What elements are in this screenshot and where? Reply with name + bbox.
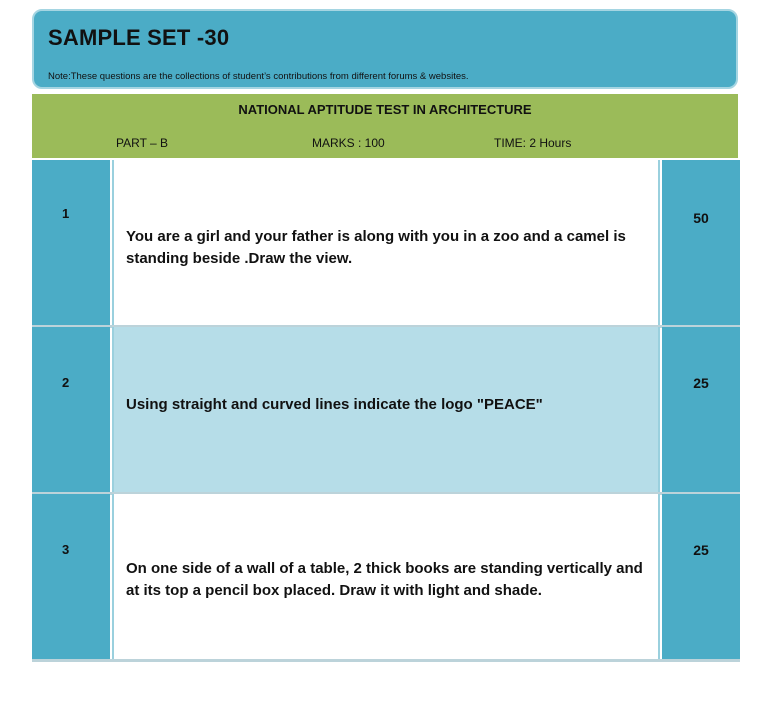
question-row: [32, 327, 740, 493]
exam-part: PART – B: [116, 136, 169, 150]
question-row: [32, 494, 740, 660]
question-marks: 25: [693, 375, 709, 391]
sample-set-banner: [32, 9, 738, 89]
question-text: On one side of a wall of a table, 2 thick books are standing vertically and at its top a pencil box placed. Draw it with light and shade.: [126, 560, 643, 599]
question-number: 3: [62, 542, 70, 557]
question-text: You are a girl and your father is along with you in a zoo and a camel is standing beside .Draw the view.: [126, 228, 626, 267]
question-number: 1: [62, 206, 70, 221]
question-marks: 25: [693, 542, 709, 558]
question-text-cell: [112, 160, 660, 326]
question-number-cell: [32, 327, 110, 493]
question-marks-cell: [662, 160, 740, 326]
question-row: [32, 160, 740, 326]
question-text-cell: [112, 327, 660, 493]
question-marks-cell: [662, 494, 740, 660]
question-number: 2: [62, 375, 70, 390]
question-marks-cell: [662, 327, 740, 493]
exam-time: TIME: 2 Hours: [494, 136, 572, 150]
question-text: Using straight and curved lines indicate the logo "PEACE": [126, 396, 543, 413]
exam-title: NATIONAL APTITUDE TEST IN ARCHITECTURE: [238, 102, 532, 117]
question-number-cell: [32, 494, 110, 660]
contributions-note: Note:These questions are the collections of student’s contributions from different forums & websites.: [48, 71, 469, 82]
question-text-cell: [112, 494, 660, 660]
sample-set-title: SAMPLE SET -30: [48, 25, 230, 50]
exam-total-marks: MARKS : 100: [312, 136, 385, 150]
question-number-cell: [32, 160, 110, 326]
exam-info-bar: [32, 94, 738, 158]
question-marks: 50: [693, 210, 709, 226]
